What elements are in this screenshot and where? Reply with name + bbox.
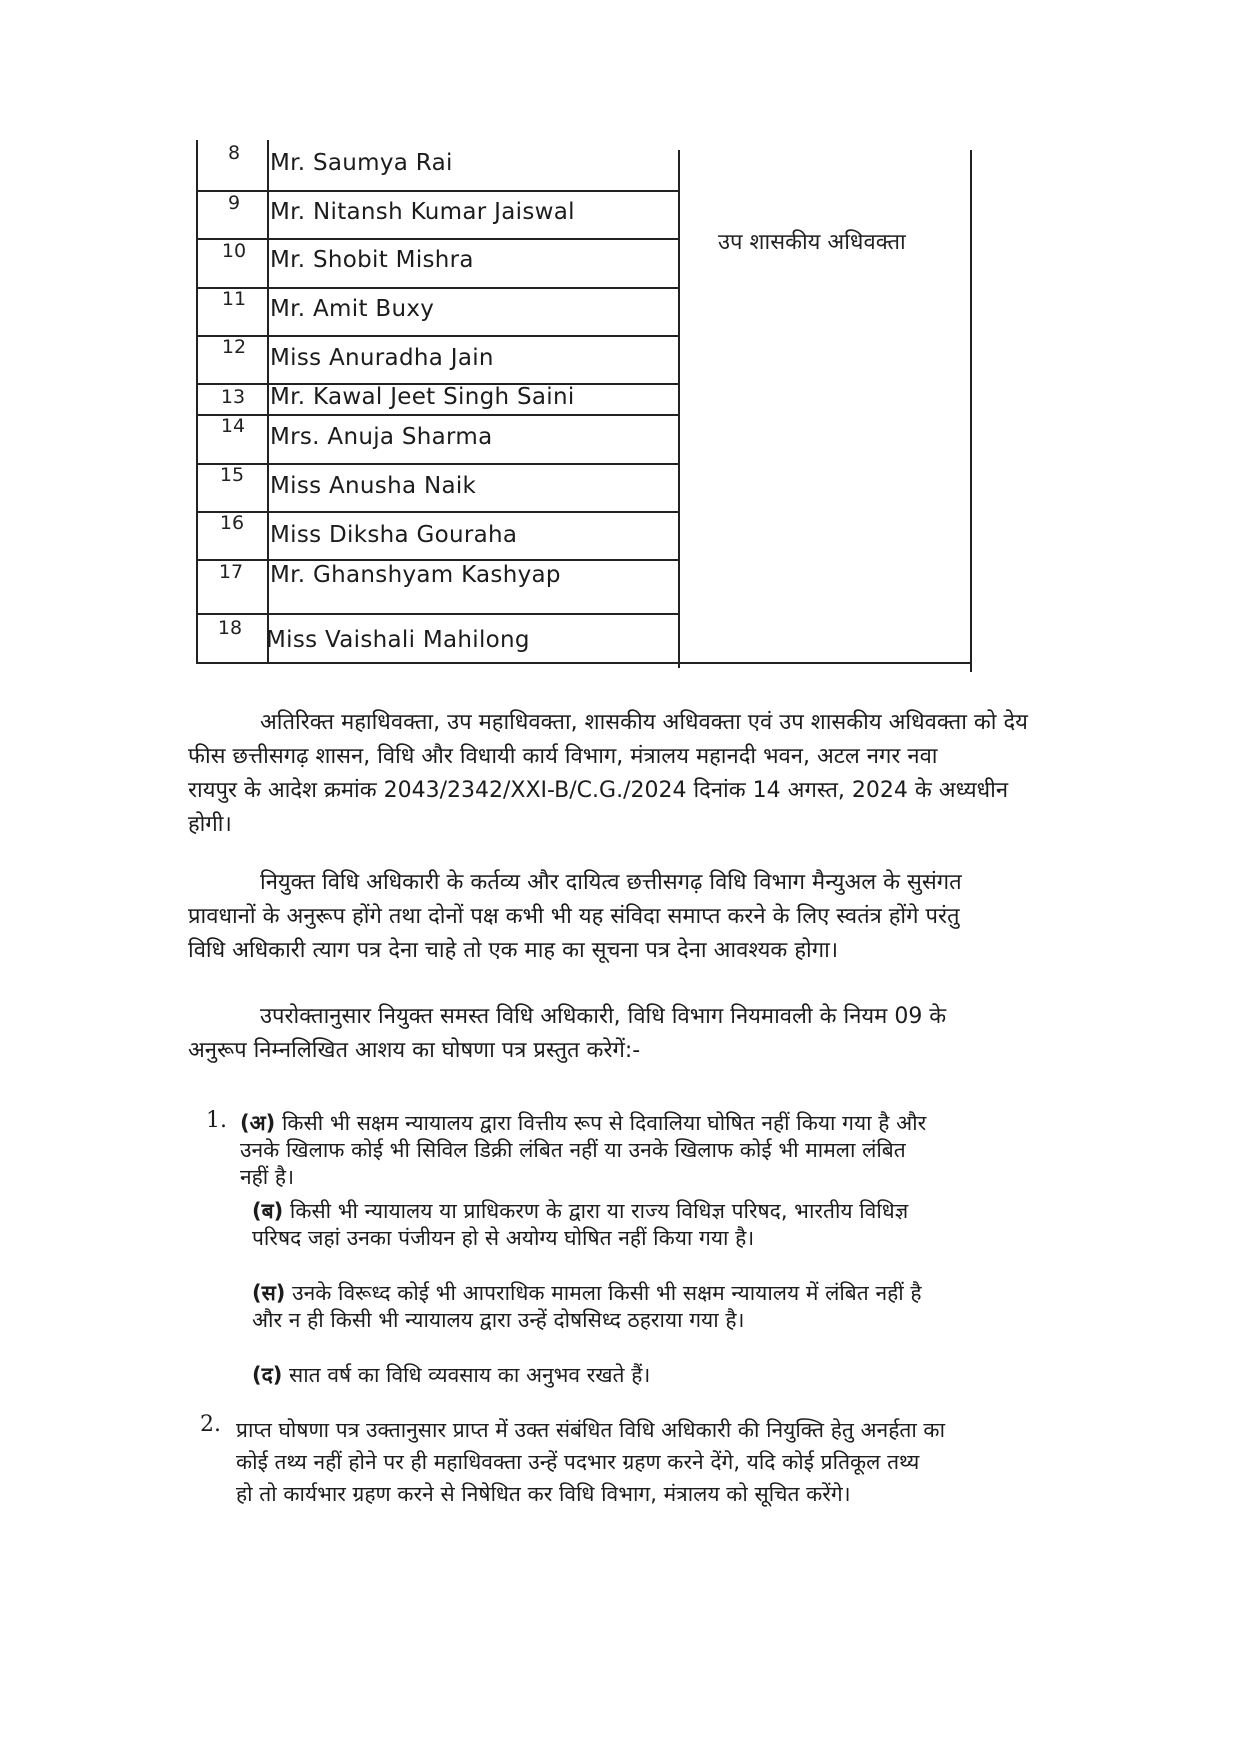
text-line: किसी भी न्यायालय या प्राधिकरण के द्वारा या राज्य विधिज्ञ परिषद, भारतीय विधिज्ञ: [289, 1199, 909, 1223]
item-2-text: [236, 1414, 945, 1510]
officer-name: Miss Vaishali Mahilong: [266, 627, 530, 653]
serial-number: 10: [221, 240, 247, 262]
serial-number: 14: [220, 415, 246, 437]
serial-number: 12: [221, 336, 247, 358]
officer-name: Mr. Kawal Jeet Singh Saini: [270, 384, 575, 410]
serial-number: 15: [219, 464, 245, 486]
list-number: 1.: [206, 1108, 227, 1133]
table-border-bottom: [196, 662, 971, 664]
row-divider: [196, 287, 679, 289]
officer-name: Mrs. Anuja Sharma: [270, 424, 493, 450]
clause-label: (द): [252, 1363, 283, 1387]
officer-name: Mr. Nitansh Kumar Jaiswal: [270, 199, 575, 225]
text-line: अनुरूप निम्नलिखित आशय का घोषणा पत्र प्रस्तुत करेगें:-: [188, 1038, 641, 1063]
officer-name: Mr. Shobit Mishra: [270, 247, 474, 273]
text-line: फीस छत्तीसगढ़ शासन, विधि और विधायी कार्य विभाग, मंत्रालय महानदी भवन, अटल नगर नवा: [188, 744, 938, 769]
officer-name: Mr. Amit Buxy: [270, 296, 435, 322]
row-divider: [196, 511, 679, 513]
clause-b: [252, 1198, 908, 1252]
clause-label: (अ): [240, 1111, 276, 1135]
text-line: और न ही किसी भी न्यायालय द्वारा उन्हें दोषसिध्द ठहराया गया है।: [252, 1308, 745, 1332]
table-border-left: [196, 140, 198, 663]
text-line: परिषद जहां उनका पंजीयन हो से अयोग्य घोषित नहीं किया गया है।: [252, 1226, 755, 1250]
text-line: प्रावधानों के अनुरूप होंगे तथा दोनों पक्ष कभी भी यह संविदा समाप्त करने के लिए स्वतंत्र होंगे परंतु: [188, 904, 960, 929]
officer-name: Miss Anusha Naik: [270, 473, 477, 499]
text-line: अतिरिक्त महाधिवक्ता, उप महाधिवक्ता, शासकीय अधिवक्ता एवं उप शासकीय अधिवक्ता को देय: [260, 710, 1028, 735]
text-line: किसी भी सक्षम न्यायालय द्वारा वित्तीय रूप से दिवालिया घोषित नहीं किया गया है और: [281, 1111, 927, 1135]
serial-number: 11: [221, 288, 247, 310]
text-line: हो तो कार्यभार ग्रहण करने से निषेधित कर विधि विभाग, मंत्रालय को सूचित करेंगे।: [236, 1482, 851, 1506]
fees-paragraph: [188, 706, 1058, 842]
text-line: कोई तथ्य नहीं होने पर ही महाधिवक्ता उन्हें पदभार ग्रहण करने देंगे, यदि कोई प्रतिकूल तथ्य: [236, 1450, 920, 1474]
table-border-name: [678, 150, 680, 668]
row-divider: [196, 559, 679, 561]
serial-number: 8: [227, 142, 241, 164]
clause-label: (स): [252, 1281, 286, 1305]
declaration-intro-paragraph: [188, 1000, 1058, 1068]
table-border-right: [970, 150, 972, 672]
serial-number: 9: [227, 192, 241, 214]
row-divider: [196, 613, 679, 615]
row-divider: [196, 335, 679, 337]
text-line: उनके खिलाफ कोई भी सिविल डिक्री लंबित नहीं या उनके खिलाफ कोई भी मामला लंबित: [240, 1138, 906, 1162]
serial-number: 17: [218, 561, 244, 583]
row-divider: [196, 190, 679, 192]
text-line: नियुक्त विधि अधिकारी के कर्तव्य और दायित्व छत्तीसगढ़ विधि विभाग मैन्युअल के सुसंगत: [260, 870, 962, 895]
text-line: उपरोक्तानुसार नियुक्त समस्त विधि अधिकारी, विधि विभाग नियमावली के नियम 09 के: [260, 1004, 947, 1029]
officer-name: Mr. Ghanshyam Kashyap: [270, 562, 561, 588]
row-divider: [196, 463, 679, 465]
text-line: प्राप्त घोषणा पत्र उक्तानुसार प्राप्त में उक्त संबंधित विधि अधिकारी की नियुक्ति हेतु अनर्हता का: [236, 1418, 946, 1442]
text-line: विधि अधिकारी त्याग पत्र देना चाहे तो एक माह का सूचना पत्र देना आवश्यक होगा।: [188, 938, 839, 963]
text-line: उनके विरूध्द कोई भी आपराधिक मामला किसी भी सक्षम न्यायालय में लंबित नहीं है: [292, 1281, 922, 1305]
officer-name: Mr. Saumya Rai: [270, 150, 453, 176]
duties-paragraph: [188, 866, 1058, 968]
serial-number: 18: [217, 617, 243, 639]
clause-label: (ब): [252, 1199, 284, 1223]
officer-name: Miss Anuradha Jain: [270, 345, 494, 371]
clause-a: [240, 1110, 926, 1191]
list-number: 2.: [200, 1412, 221, 1437]
text-line: रायपुर के आदेश क्रमांक 2043/2342/XXI-B/C.G./2024 दिनांक 14 अगस्त, 2024 के अध्यधीन: [188, 778, 1009, 803]
table-border-sn: [267, 140, 269, 663]
designation-cell: उप शासकीय अधिवक्ता: [718, 230, 906, 255]
clause-d: [252, 1362, 650, 1389]
serial-number: 13: [220, 386, 246, 408]
serial-number: 16: [219, 512, 245, 534]
officer-name: Miss Diksha Gouraha: [270, 522, 518, 548]
clause-c: [252, 1280, 922, 1334]
text-line: होगी।: [188, 812, 232, 837]
text-line: सात वर्ष का विधि व्यवसाय का अनुभव रखते हैं।: [289, 1363, 651, 1387]
row-divider: [196, 414, 679, 416]
text-line: नहीं है।: [240, 1165, 295, 1189]
row-divider: [196, 238, 679, 240]
